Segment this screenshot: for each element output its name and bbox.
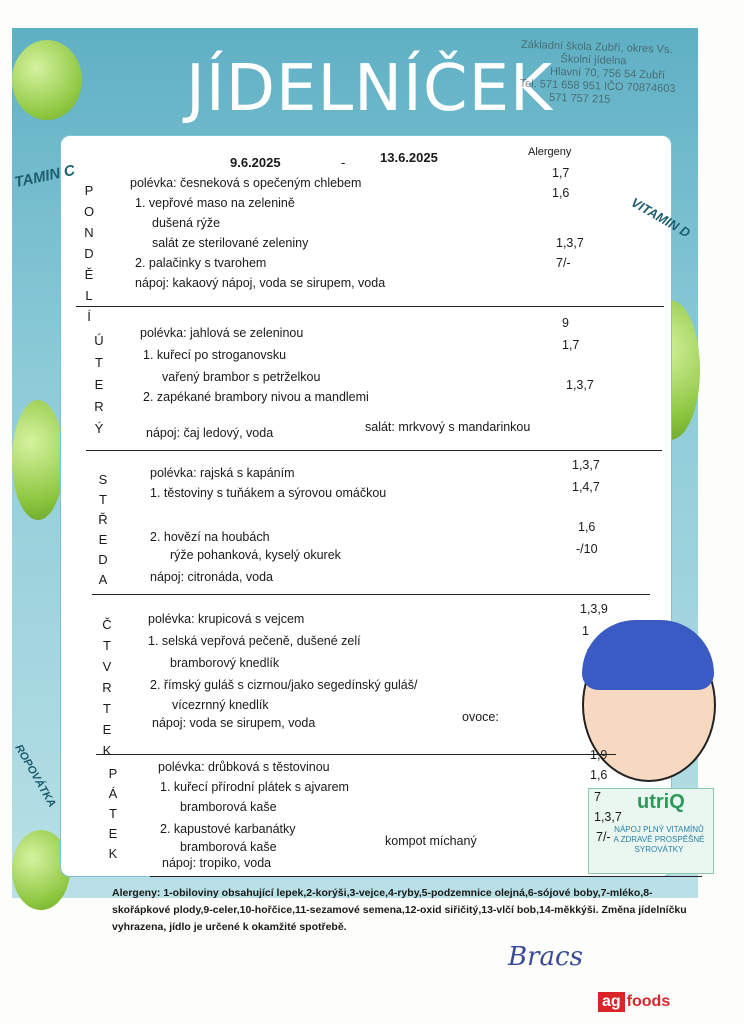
allergen-code: 1,6 [552, 186, 570, 200]
allergen-code: 7/- [556, 256, 571, 270]
vitamin-d-label: VITAMIN D [628, 194, 693, 241]
menu-line: polévka: krupicová s vejcem [148, 612, 305, 626]
menu-line: 2. kapustové karbanátky [160, 822, 296, 836]
date-to: 13.6.2025 [380, 150, 438, 165]
allergen-code: 1,3,9 [580, 602, 608, 616]
menu-line: nápoj: čaj ledový, voda [146, 426, 274, 440]
menu-line: bramborová kaše [180, 840, 277, 854]
menu-line: 2. římský guláš s cizrnou/jako segedínský guláš/ [150, 678, 418, 692]
apple-icon [12, 400, 64, 520]
vitamin-c-label: TAMIN C [12, 161, 77, 192]
date-dash: - [341, 155, 346, 170]
menu-line: nápoj: tropiko, voda [162, 856, 272, 870]
menu-line: polévka: jahlová se zeleninou [140, 326, 304, 340]
allergen-code: 9 [562, 316, 569, 330]
allergen-code: 1,3,7 [572, 458, 600, 472]
menu-line: polévka: rajská s kapáním [150, 466, 295, 480]
day-separator [86, 450, 662, 451]
allergen-code: 1,3,7 [594, 810, 622, 824]
menu-line: salát ze sterilované zeleniny [152, 236, 309, 250]
nutriq-text: NÁPOJ PLNÝ VITAMÍNŮ A ZDRAVĚ PROSPĚŠNÉ SYROVÁTKY [613, 825, 705, 854]
menu-line: 1. kuřecí přírodní plátek s ajvarem [160, 780, 349, 794]
logo-ag: ag [598, 992, 625, 1012]
menu-line: polévka: česneková s opečeným chlebem [130, 176, 362, 190]
allergen-code: 1,7 [562, 338, 580, 352]
school-stamp [519, 39, 711, 111]
signature: Bracs [508, 942, 583, 972]
page-title: JÍDELNÍČEK [186, 52, 553, 126]
side-label: ROPOVÁTKA [12, 742, 58, 810]
allergen-code: 1,3,7 [556, 236, 584, 250]
menu-line: 2. zapékané brambory nivou a mandlemi [143, 390, 369, 404]
logo-foods: foods [626, 993, 671, 1010]
menu-line: bramborový knedlík [170, 656, 280, 670]
allergen-code: 1 [582, 624, 589, 638]
allergen-code: 1,6 [578, 520, 596, 534]
menu-line: bramborová kaše [180, 800, 277, 814]
stamp-line: Hlavní 70, 756 54 Zubří [549, 65, 666, 82]
agfoods-logo [598, 990, 670, 1014]
allergen-code: -/10 [576, 542, 598, 556]
menu-line: polévka: drůbková s těstovinou [158, 760, 330, 774]
menu-line: salát: mrkvový s mandarinkou [365, 420, 531, 434]
day-separator [150, 876, 702, 877]
allergen-legend: Alergeny: 1-obiloviny obsahující lepek,2-korýši,3-vejce,4-ryby,5-podzemnice olejná,6-sójové boby,7-mléko,8-skořápkové plody,9-celer,10-hořčice,11-sezamové semena,12-oxid siřičitý,13-vlčí bob,14-měkkýši. Změna jídelníčku vyhrazena, jídlo je určené k okamžité spotřebě. [112, 887, 687, 933]
day-label-monday: P O N D Ě L Í [83, 183, 95, 324]
day-label-friday: P Á T E K [108, 766, 118, 861]
menu-line: 1. kuřecí po stroganovsku [143, 348, 287, 362]
stamp-line: 571 757 215 [548, 91, 611, 106]
stamp-line: Školní jídelna [560, 53, 627, 68]
allergen-code: 1,6 [590, 768, 608, 782]
menu-line: 2. hovězí na houbách [150, 530, 270, 544]
nutriq-brand: utriQ [637, 791, 685, 813]
allergen-code: 7/- [596, 830, 611, 844]
menu-line: ovoce: [462, 710, 499, 724]
menu-line: vařený brambor s petrželkou [162, 370, 321, 384]
day-label-wednesday: S T Ř E D A [98, 472, 108, 587]
allergens-header: Alergeny [528, 146, 572, 158]
allergen-code: 1,4,7 [572, 480, 600, 494]
allergen-code: 1,3,7 [566, 378, 594, 392]
day-label-tuesday: Ú T E R Ý [94, 333, 104, 436]
menu-line: rýže pohanková, kyselý okurek [170, 548, 341, 562]
menu-line: 1. selská vepřová pečeně, dušené zelí [148, 634, 361, 648]
day-separator [92, 594, 650, 595]
day-label-thursday: Č T V R T E K [102, 617, 112, 758]
apple-icon [12, 40, 82, 120]
day-separator [76, 306, 664, 307]
menu-line: nápoj: kakaový nápoj, voda se sirupem, voda [135, 276, 386, 290]
allergen-code: 7 [594, 790, 601, 804]
stamp-line: Tel. 571 658 951 IČO 70874603 [519, 77, 676, 96]
allergen-code: 1,9 [590, 748, 608, 762]
menu-line: 1. těstoviny s tuňákem a sýrovou omáčkou [150, 486, 387, 500]
menu-line: 1. vepřové maso na zelenině [135, 196, 295, 210]
allergen-code: 1,7 [552, 166, 570, 180]
day-separator [96, 754, 616, 755]
date-from: 9.6.2025 [230, 155, 281, 170]
stamp-line: Základní škola Zubří, okres Vs. [520, 38, 673, 56]
menu-line: 2. palačinky s tvarohem [135, 256, 267, 270]
menu-line: dušená rýže [152, 216, 221, 230]
menu-line: nápoj: voda se sirupem, voda [152, 716, 316, 730]
menu-line: kompot míchaný [385, 834, 477, 848]
menu-line: vícezrnný knedlík [172, 698, 269, 712]
menu-line: nápoj: citronáda, voda [150, 570, 274, 584]
